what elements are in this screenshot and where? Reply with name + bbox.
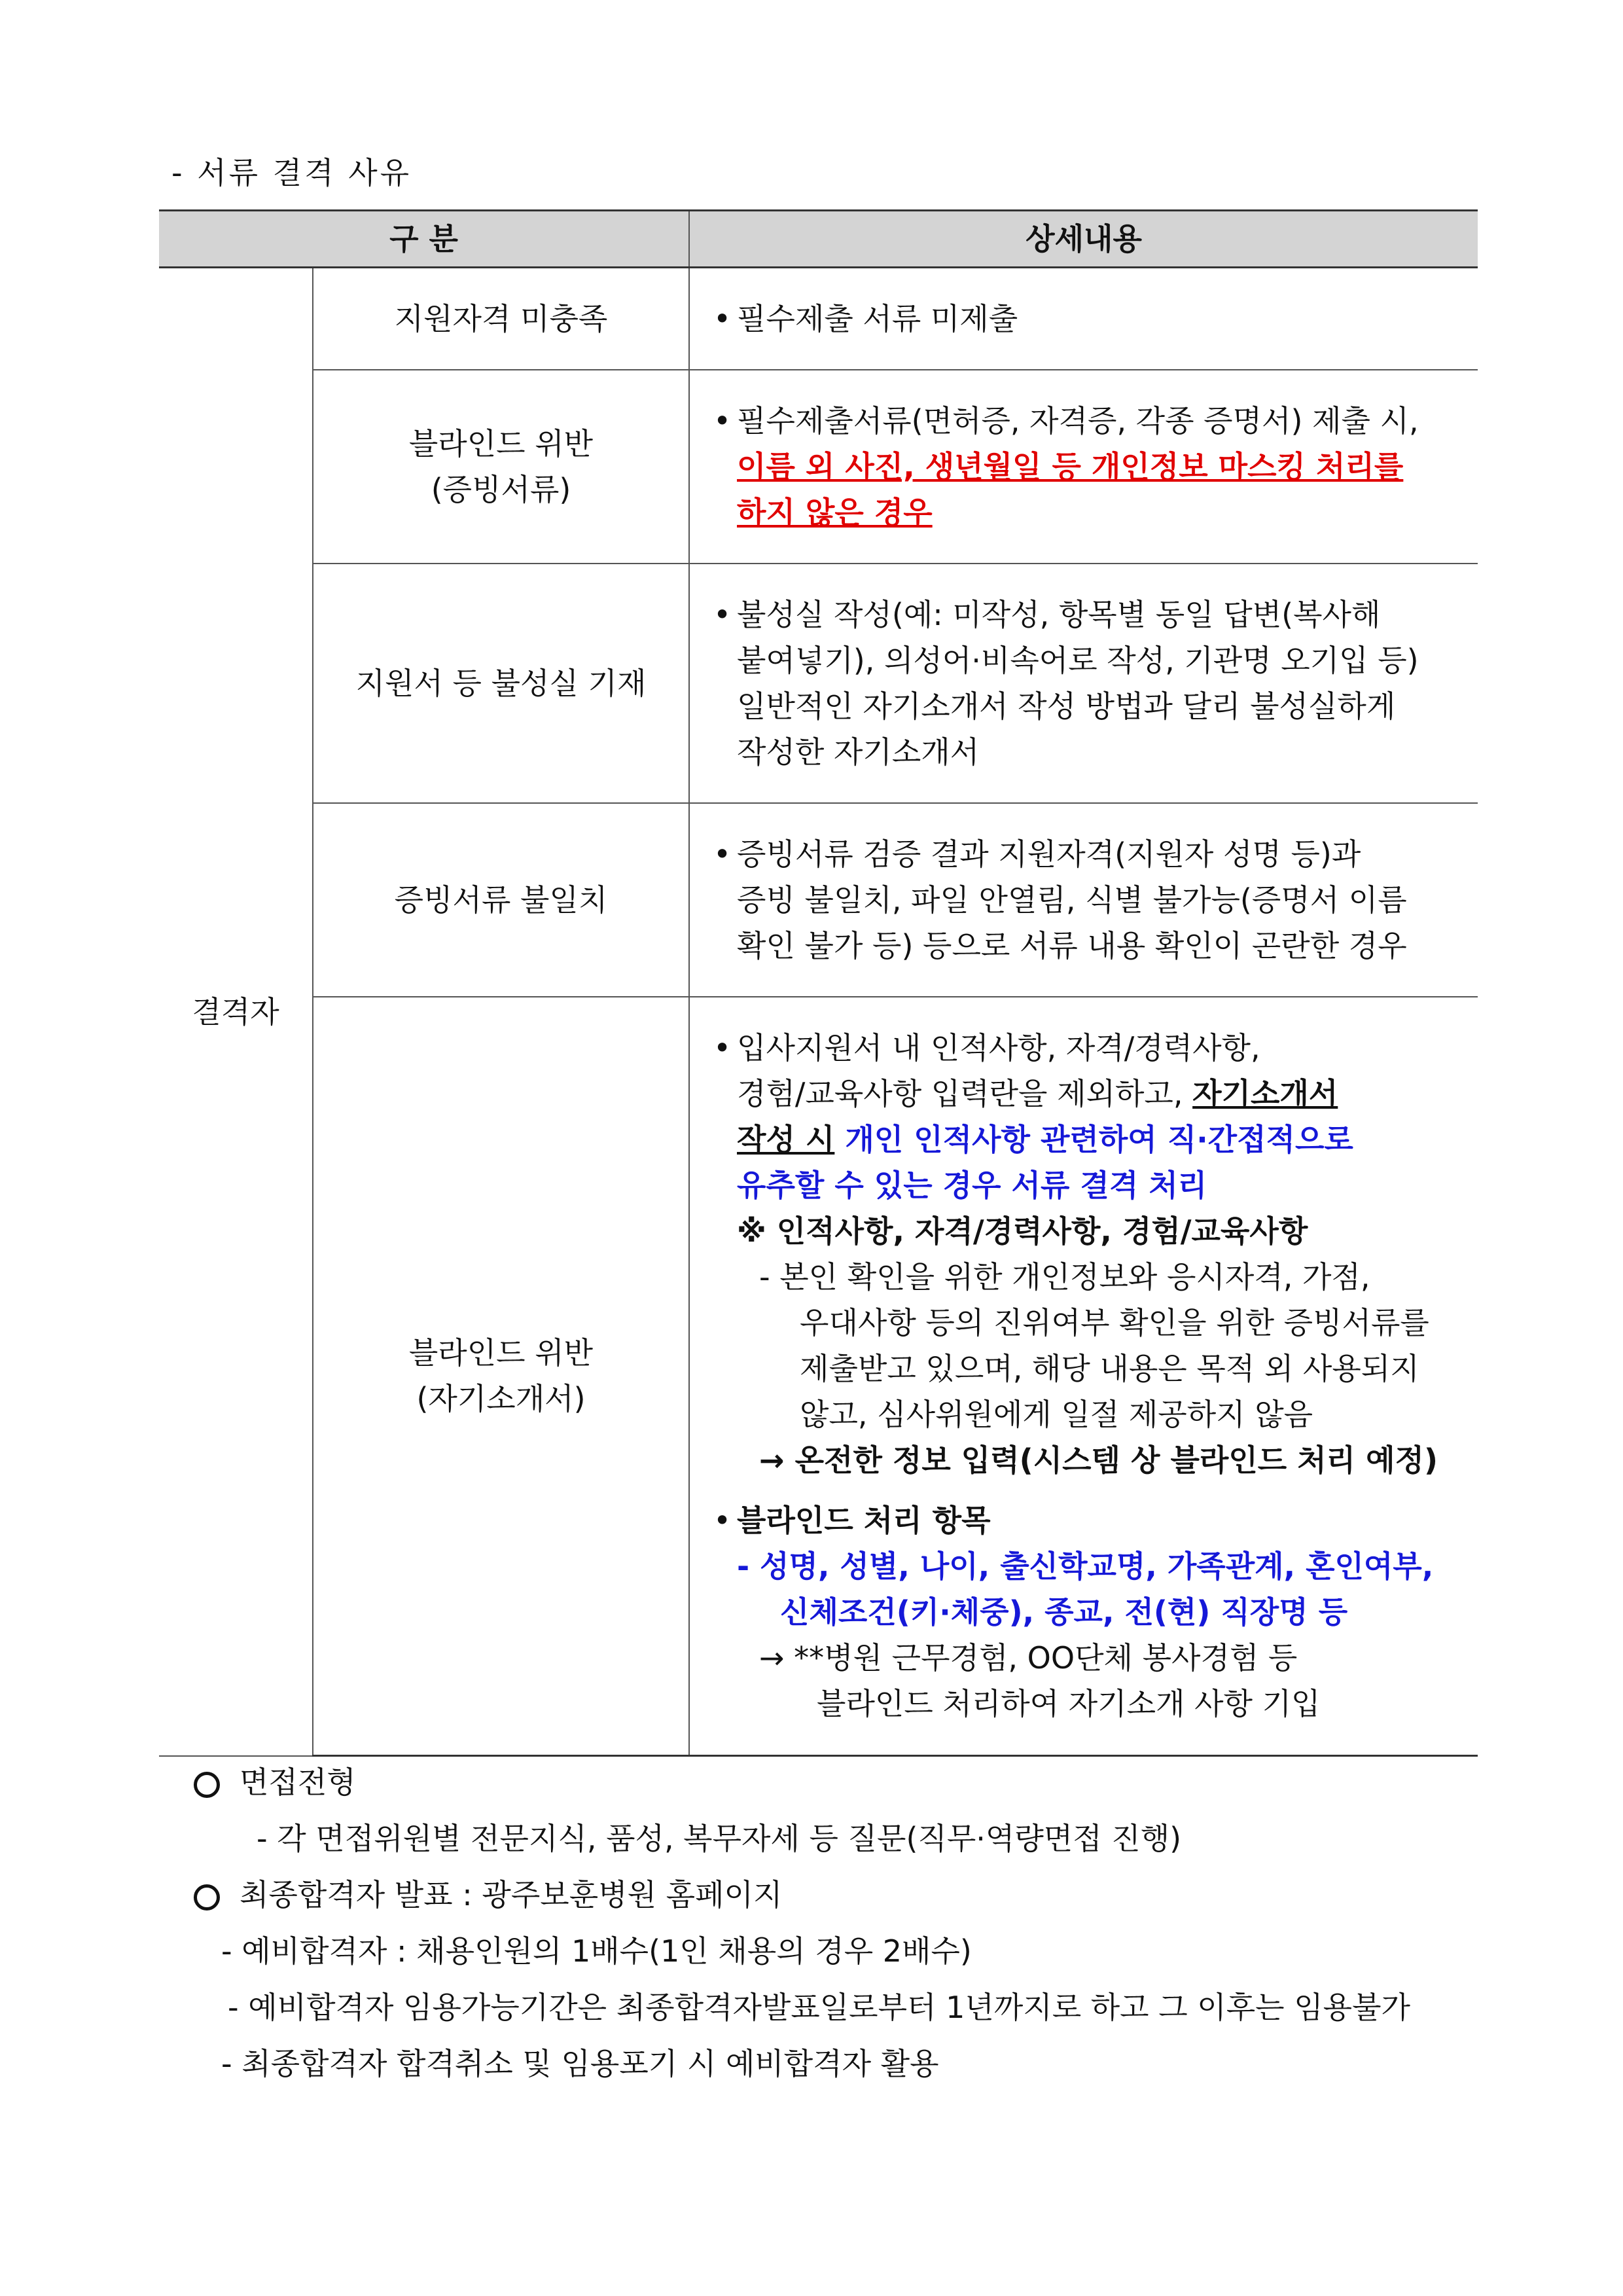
section-title: 최종합격자 발표 : 광주보훈병원 홈페이지 xyxy=(0,1867,1623,1923)
bullet-icon: • xyxy=(713,596,732,632)
row-detail xyxy=(689,803,1478,997)
header-detail: 상세내용 xyxy=(689,211,1478,268)
highlight-text: 하지 않은 경우 xyxy=(737,494,933,530)
table-row xyxy=(159,564,1478,803)
bullet-item: • 블라인드 처리 항목 - 성명, 성별, 나이, 출신학교명, 가족관계, 혼인여부, 신체조건(키·체중), 종교, 전(현) 직장명 등 → **병원 근무경험, OO단체 봉사경험 등 블라인드 처리하여 자기소개 사항 기입 xyxy=(713,1498,1467,1727)
row-category: 블라인드 위반 (자기소개서) xyxy=(313,997,689,1756)
row-detail xyxy=(689,370,1478,564)
table-header-row xyxy=(159,211,1478,268)
circle-bullet-icon xyxy=(194,1772,220,1798)
note-title: ※ 인적사항, 자격/경력사항, 경험/교육사항 xyxy=(737,1213,1308,1249)
highlight-text: 이름 외 사진, 생년월일 등 개인정보 마스킹 처리를 xyxy=(737,448,1404,484)
header-category: 구 분 xyxy=(159,211,689,268)
row-category: 증빙서류 불일치 xyxy=(313,803,689,997)
group-label: 결격자 xyxy=(159,268,313,1756)
table-row xyxy=(159,268,1478,370)
circle-bullet-icon xyxy=(194,1884,220,1910)
bullet-item: • 불성실 작성(예: 미작성, 항목별 동일 답변(복사해 붙여넣기), 의성어·비속어로 작성, 기관명 오기입 등) 일반적인 자기소개서 작성 방법과 달리 불성실하게 작성한 자기소개서 xyxy=(713,592,1467,775)
row-detail xyxy=(689,564,1478,803)
table-row xyxy=(159,803,1478,997)
list-item: - 최종합격자 합격취소 및 임용포기 시 예비합격자 활용 xyxy=(221,2046,939,2081)
post-table-sections xyxy=(0,1754,1623,2092)
table-row xyxy=(159,997,1478,1756)
bullet-item: • 필수제출 서류 미제출 xyxy=(713,296,1467,342)
list-item: - 예비합격자 임용가능기간은 최종합격자발표일로부터 1년까지로 하고 그 이후는 임용불가 xyxy=(228,1990,1410,2025)
table-row xyxy=(159,370,1478,564)
section-heading: - 서류 결격 사유 xyxy=(171,155,412,190)
row-category: 블라인드 위반 (증빙서류) xyxy=(313,370,689,564)
bullet-icon: • xyxy=(713,836,732,872)
bullet-icon: • xyxy=(713,403,732,439)
bullet-icon: • xyxy=(713,1030,732,1066)
bullet-icon: • xyxy=(713,1503,732,1539)
bullet-icon: • xyxy=(713,300,732,336)
bullet-item: • 입사지원서 내 인적사항, 자격/경력사항, 경험/교육사항 입력란을 제외하고, 자기소개서 작성 시 개인 인적사항 관련하여 직·간접적으로 유추할 수 있는 경우 서류 결격 처리 ※ 인적사항, 자격/경력사항, 경험/교육사항 - 본인 확인을 위한 개인정보와 응시자격, 가점, 우대사항 등의 진위여부 확인을 위한 증빙서류를 제출받고 있으며, 해당 내용은 목적 외 사용되지 않고, 심사위원에게 일절 제공하지 않음 → 온전한 정보 입력(시스템 상 블라인드 처리 예정) xyxy=(713,1025,1467,1483)
row-category: 지원자격 미충족 xyxy=(313,268,689,370)
list-item: - 예비합격자 : 채용인원의 1배수(1인 채용의 경우 2배수) xyxy=(221,1933,972,1969)
row-detail xyxy=(689,997,1478,1756)
arrow-note: → 온전한 정보 입력(시스템 상 블라인드 처리 예정) xyxy=(759,1443,1438,1479)
bullet-item: • 필수제출서류(면허증, 자격증, 각종 증명서) 제출 시, 이름 외 사진, 생년월일 등 개인정보 마스킹 처리를 하지 않은 경우 xyxy=(713,398,1467,535)
row-detail xyxy=(689,268,1478,370)
section-title: 면접전형 xyxy=(0,1754,1623,1810)
row-category: 지원서 등 불성실 기재 xyxy=(313,564,689,803)
bullet-item: • 증빙서류 검증 결과 지원자격(지원자 성명 등)과 증빙 불일치, 파일 안열림, 식별 불가능(증명서 이름 확인 불가 등) 등으로 서류 내용 확인이 곤란한 경우 xyxy=(713,831,1467,969)
list-item: - 각 면접위원별 전문지식, 품성, 복무자세 등 질문(직무·역량면접 진행) xyxy=(257,1821,1182,1856)
disqualification-table xyxy=(159,209,1478,1757)
